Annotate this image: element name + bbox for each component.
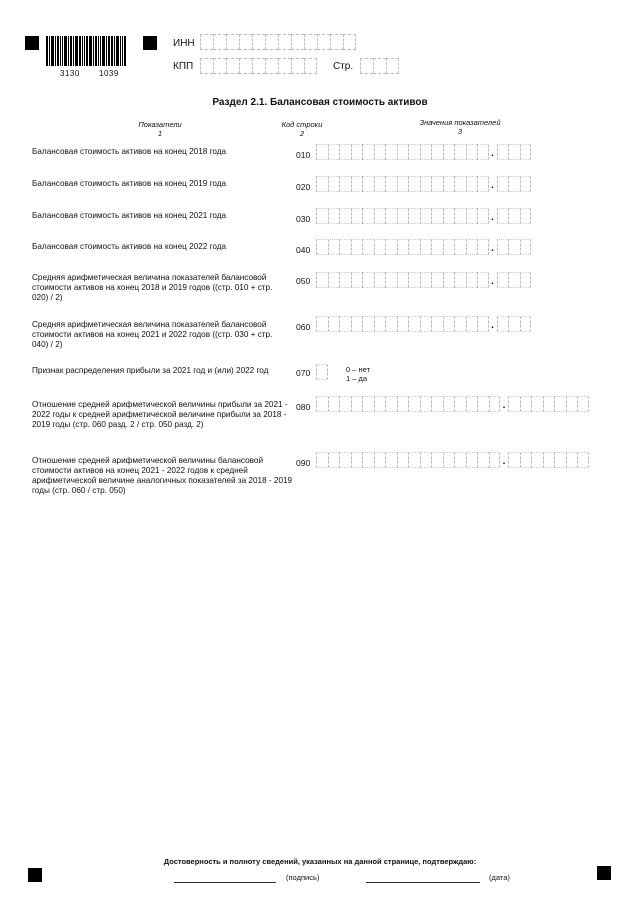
corner-marker xyxy=(597,866,611,880)
column-header-values xyxy=(410,118,510,136)
column-header-number: 3 xyxy=(457,127,463,136)
inn-field[interactable] xyxy=(200,34,356,50)
column-header-number: 2 xyxy=(299,129,305,138)
row-label: Балансовая стоимость активов на конец 2018 года xyxy=(32,147,227,156)
value-field-040[interactable]: . xyxy=(316,239,531,255)
value-field-060[interactable]: . xyxy=(316,316,531,332)
row-code: 070 xyxy=(296,368,311,378)
row-label: Балансовая стоимость активов на конец 2022 года xyxy=(32,242,227,251)
corner-marker xyxy=(28,868,42,882)
corner-marker xyxy=(25,36,39,50)
row-code: 060 xyxy=(296,322,311,332)
row-code: 030 xyxy=(296,214,311,224)
confirmation-text: Достоверность и полноту сведений, указанных на данной странице, подтверждаю: xyxy=(163,857,477,866)
date-caption: (дата) xyxy=(489,873,510,882)
column-header-label: Показатели xyxy=(138,120,182,129)
column-header-label: Код строки xyxy=(281,120,323,129)
corner-marker xyxy=(143,36,157,50)
column-header-number: 1 xyxy=(157,129,163,138)
row-code: 090 xyxy=(296,458,311,468)
page-number-field[interactable] xyxy=(360,58,399,74)
row-code: 040 xyxy=(296,245,311,255)
row-code: 050 xyxy=(296,276,311,286)
date-line[interactable] xyxy=(366,882,480,883)
barcode-number-left: 3130 xyxy=(60,69,80,78)
kpp-field[interactable] xyxy=(200,58,317,74)
signature-line[interactable] xyxy=(174,882,276,883)
value-field-030[interactable]: . xyxy=(316,208,531,224)
barcode-number-right: 1039 xyxy=(99,69,119,78)
option-no: 0 – нет xyxy=(346,365,371,374)
barcode xyxy=(46,36,130,66)
value-field-010[interactable]: . xyxy=(316,144,531,160)
row-label: Балансовая стоимость активов на конец 2021 года xyxy=(32,211,227,220)
value-field-090[interactable]: . xyxy=(316,452,589,468)
option-yes: 1 – да xyxy=(346,374,368,383)
signature-caption: (подпись) xyxy=(286,873,320,882)
row-label: Отношение средней арифметической величины прибыли за 2021 - 2022 годы к средней арифметической величине прибыли за 2018 - 2019 годы (стр. 060 разд. 2 / стр. 050 разд. 2) xyxy=(32,400,288,429)
column-header-label: Значения показателей xyxy=(419,118,501,127)
column-header-code xyxy=(272,120,332,138)
row-label: Средняя арифметическая величина показателей балансовой стоимости активов на конец 2018 и 2019 годов ((стр. 010 + стр. 020) / 2) xyxy=(32,273,273,302)
row-label: Балансовая стоимость активов на конец 2019 года xyxy=(32,179,227,188)
column-header-indicators xyxy=(120,120,200,138)
page-label: Стр. xyxy=(333,61,354,72)
value-field-020[interactable]: . xyxy=(316,176,531,192)
row-label: Признак распределения прибыли за 2021 год и (или) 2022 год xyxy=(32,366,269,375)
row-code: 020 xyxy=(296,182,311,192)
row-label: Отношение средней арифметической величины балансовой стоимости активов на конец 2021 - 2022 годов к средней арифметической величине аналогичных показателей за 2018 - 2019 годы (стр. 060 / стр. 050) xyxy=(32,456,293,495)
value-field-050[interactable]: . xyxy=(316,272,531,288)
value-field-070[interactable] xyxy=(316,364,328,380)
row-code: 010 xyxy=(296,150,311,160)
row-code: 080 xyxy=(296,402,311,412)
section-title: Раздел 2.1. Балансовая стоимость активов xyxy=(212,97,428,108)
inn-label: ИНН xyxy=(173,38,195,49)
row-label: Средняя арифметическая величина показателей балансовой стоимости активов на конец 2021 и 2022 годов ((стр. 030 + стр. 040) / 2) xyxy=(32,320,273,349)
value-field-080[interactable]: . xyxy=(316,396,589,412)
kpp-label: КПП xyxy=(173,61,194,72)
